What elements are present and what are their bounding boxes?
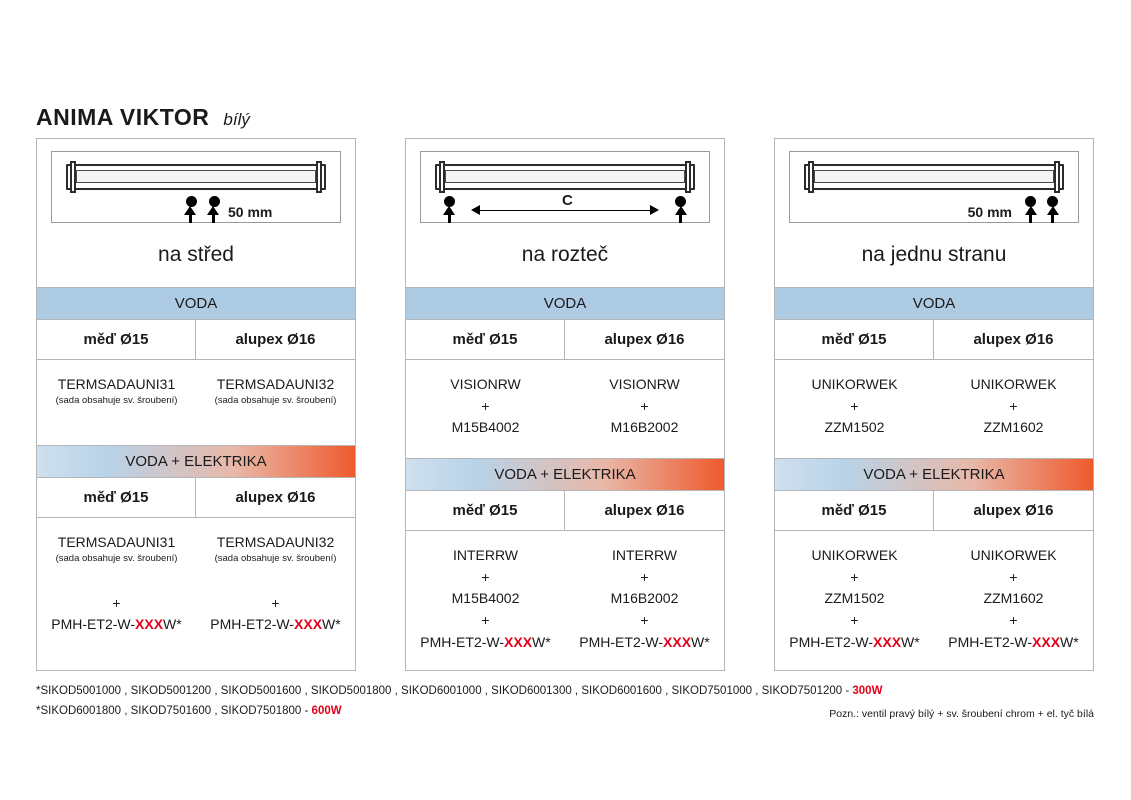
product-code: M16B2002 [610, 419, 679, 436]
pmh-prefix: PMH-ET2-W- [420, 633, 505, 650]
product-code: UNIKORWEK [970, 376, 1057, 392]
page-title-sub: bílý [223, 110, 250, 129]
dimension-label: C [562, 192, 573, 209]
arrow-stem-icon [448, 214, 451, 223]
product-code: UNIKORWEK [811, 376, 898, 392]
column-header: měď Ø15 [37, 478, 196, 518]
arrow-stem-icon [1051, 214, 1054, 223]
band-voda: VODA [775, 287, 1093, 320]
footnote-row [36, 681, 882, 701]
column-body [775, 360, 934, 449]
product-note: (sada obsahuje sv. šroubení) [214, 394, 337, 406]
column-body [565, 531, 724, 663]
footnote-power: 300W [852, 685, 883, 697]
page-title-main: ANIMA VIKTOR [36, 104, 210, 130]
plus-sign: + [481, 568, 490, 585]
pmh-code [41, 614, 192, 636]
band-voda-elektrika: VODA + ELEKTRIKA [775, 458, 1093, 491]
product-code: TERMSADAUNI32 [216, 534, 335, 551]
column-body [406, 531, 565, 663]
plus-sign: + [112, 594, 121, 611]
pmh-suffix: W* [1060, 633, 1079, 650]
column-header: alupex Ø16 [565, 320, 724, 360]
pmh-suffix: W* [322, 615, 341, 632]
column-body [934, 531, 1093, 663]
pmh-variable: XXX [663, 633, 692, 650]
pmh-code [200, 614, 351, 636]
panel-caption: na jednu stranu [861, 243, 1007, 266]
column-body [775, 531, 934, 663]
product-code: ZZM1602 [983, 419, 1044, 436]
column-med [37, 478, 196, 645]
pmh-variable: XXX [294, 615, 323, 632]
pmh-prefix: PMH-ET2-W- [210, 615, 295, 632]
column-header: alupex Ø16 [196, 478, 355, 518]
dimension-label: 50 mm [228, 204, 273, 220]
column-header: měď Ø15 [775, 320, 934, 360]
product-code: M15B4002 [451, 419, 520, 436]
footnote-text: *SIKOD5001000 , SIKOD5001200 , SIKOD5001600 , SIKOD5001800 , SIKOD6001000 , SIKOD6001300 , SIKOD6001600 , SIKOD7501000 , SIKOD7501200 - [36, 685, 850, 697]
variant-columns-voda [406, 320, 724, 449]
footnote-row [36, 701, 882, 721]
rail-cap-left-icon [70, 161, 76, 193]
product-code: INTERRW [611, 547, 678, 564]
pmh-suffix: W* [901, 633, 920, 650]
plus-sign: + [271, 594, 280, 611]
rail-cap-right-icon [316, 161, 322, 193]
diagram-na-stred [51, 151, 341, 223]
band-voda-elektrika: VODA + ELEKTRIKA [37, 445, 355, 478]
column-body [37, 360, 196, 418]
dimension-label: 50 mm [967, 204, 1012, 220]
product-code: INTERRW [452, 547, 519, 564]
diagram-na-jednu-stranu [789, 151, 1079, 223]
arrow-stem-icon [189, 214, 192, 223]
column-alupex [196, 478, 355, 645]
plus-sign: + [1009, 612, 1018, 629]
column-med [37, 320, 196, 418]
plus-sign: + [640, 612, 649, 629]
radiator-inner-icon [445, 170, 685, 183]
pmh-suffix: W* [163, 615, 182, 632]
pmh-code [938, 632, 1089, 654]
pmh-suffix: W* [532, 633, 551, 650]
variant-columns-voda [775, 320, 1093, 449]
pmh-code [410, 632, 561, 654]
variant-panel-na-stred [36, 138, 356, 671]
pmh-prefix: PMH-ET2-W- [789, 633, 874, 650]
rail-cap-right-icon [685, 161, 691, 193]
pmh-variable: XXX [504, 633, 533, 650]
dimension-arrow-left-icon [471, 205, 480, 215]
variant-columns-voda [37, 320, 355, 418]
product-code: TERMSADAUNI32 [216, 376, 335, 392]
footnote-power: 600W [311, 705, 342, 718]
column-med [406, 320, 565, 449]
band-voda: VODA [406, 287, 724, 320]
pmh-variable: XXX [1032, 633, 1061, 650]
plus-sign: + [850, 397, 859, 414]
column-med [775, 491, 934, 663]
column-body [196, 360, 355, 418]
column-alupex [565, 491, 724, 663]
variant-panel-na-roztec [405, 138, 725, 671]
rail-cap-left-icon [808, 161, 814, 193]
variant-columns-voda-elektrika [775, 491, 1093, 663]
radiator-inner-icon [814, 170, 1054, 183]
rail-cap-left-icon [439, 161, 445, 193]
panel-caption: na rozteč [521, 243, 609, 266]
column-header: měď Ø15 [37, 320, 196, 360]
column-header: alupex Ø16 [565, 491, 724, 531]
product-note: (sada obsahuje sv. šroubení) [55, 553, 178, 565]
pmh-prefix: PMH-ET2-W- [948, 633, 1033, 650]
plus-sign: + [640, 397, 649, 414]
product-code: M16B2002 [610, 590, 679, 607]
arrow-stem-icon [1029, 214, 1032, 223]
column-header: alupex Ø16 [934, 491, 1093, 531]
column-header: měď Ø15 [775, 491, 934, 531]
plus-sign: + [1009, 568, 1018, 585]
product-code: VISIONRW [609, 376, 680, 392]
column-body [37, 518, 196, 645]
product-code: ZZM1502 [824, 419, 885, 436]
variant-columns-voda-elektrika [37, 478, 355, 645]
product-code: TERMSADAUNI31 [57, 534, 176, 551]
rail-cap-right-icon [1054, 161, 1060, 193]
column-header: měď Ø15 [406, 320, 565, 360]
column-body [406, 360, 565, 449]
pmh-prefix: PMH-ET2-W- [51, 615, 136, 632]
pmh-code [569, 632, 720, 654]
note-right: Pozn.: ventil pravý bílý + sv. šroubení chrom + el. tyč bílá [829, 708, 1094, 720]
product-note: (sada obsahuje sv. šroubení) [214, 553, 337, 565]
pmh-variable: XXX [873, 633, 902, 650]
pmh-variable: XXX [135, 615, 164, 632]
arrow-stem-icon [679, 214, 682, 223]
plus-sign: + [481, 397, 490, 414]
panel-caption: na střed [158, 243, 234, 266]
product-code: VISIONRW [450, 376, 521, 392]
product-note: (sada obsahuje sv. šroubení) [55, 394, 178, 406]
variant-panel-na-jednu-stranu [774, 138, 1094, 671]
column-alupex [934, 491, 1093, 663]
band-voda: VODA [37, 287, 355, 320]
column-alupex [934, 320, 1093, 449]
page-title [36, 104, 250, 131]
variant-columns-voda-elektrika [406, 491, 724, 663]
column-body [565, 360, 724, 449]
product-code: UNIKORWEK [811, 547, 898, 564]
column-header: alupex Ø16 [934, 320, 1093, 360]
footnote-text: *SIKOD6001800 , SIKOD7501600 , SIKOD7501800 - [36, 705, 309, 718]
column-header: měď Ø15 [406, 491, 565, 531]
plus-sign: + [850, 568, 859, 585]
band-voda-elektrika: VODA + ELEKTRIKA [406, 458, 724, 491]
radiator-inner-icon [76, 170, 316, 183]
pmh-code [779, 632, 930, 654]
pmh-suffix: W* [691, 633, 710, 650]
plus-sign: + [1009, 397, 1018, 414]
column-body [196, 518, 355, 645]
column-med [775, 320, 934, 449]
dimension-line [475, 210, 655, 211]
pmh-prefix: PMH-ET2-W- [579, 633, 664, 650]
plus-sign: + [481, 612, 490, 629]
product-code: UNIKORWEK [970, 547, 1057, 564]
diagram-na-roztec [420, 151, 710, 223]
column-header: alupex Ø16 [196, 320, 355, 360]
footnotes [36, 681, 882, 721]
column-alupex [196, 320, 355, 418]
column-med [406, 491, 565, 663]
column-body [934, 360, 1093, 449]
product-code: ZZM1502 [824, 590, 885, 607]
column-alupex [565, 320, 724, 449]
dimension-arrow-right-icon [650, 205, 659, 215]
arrow-stem-icon [212, 214, 215, 223]
plus-sign: + [850, 612, 859, 629]
product-code: TERMSADAUNI31 [57, 376, 176, 392]
product-code: M15B4002 [451, 590, 520, 607]
product-code: ZZM1602 [983, 590, 1044, 607]
plus-sign: + [640, 568, 649, 585]
